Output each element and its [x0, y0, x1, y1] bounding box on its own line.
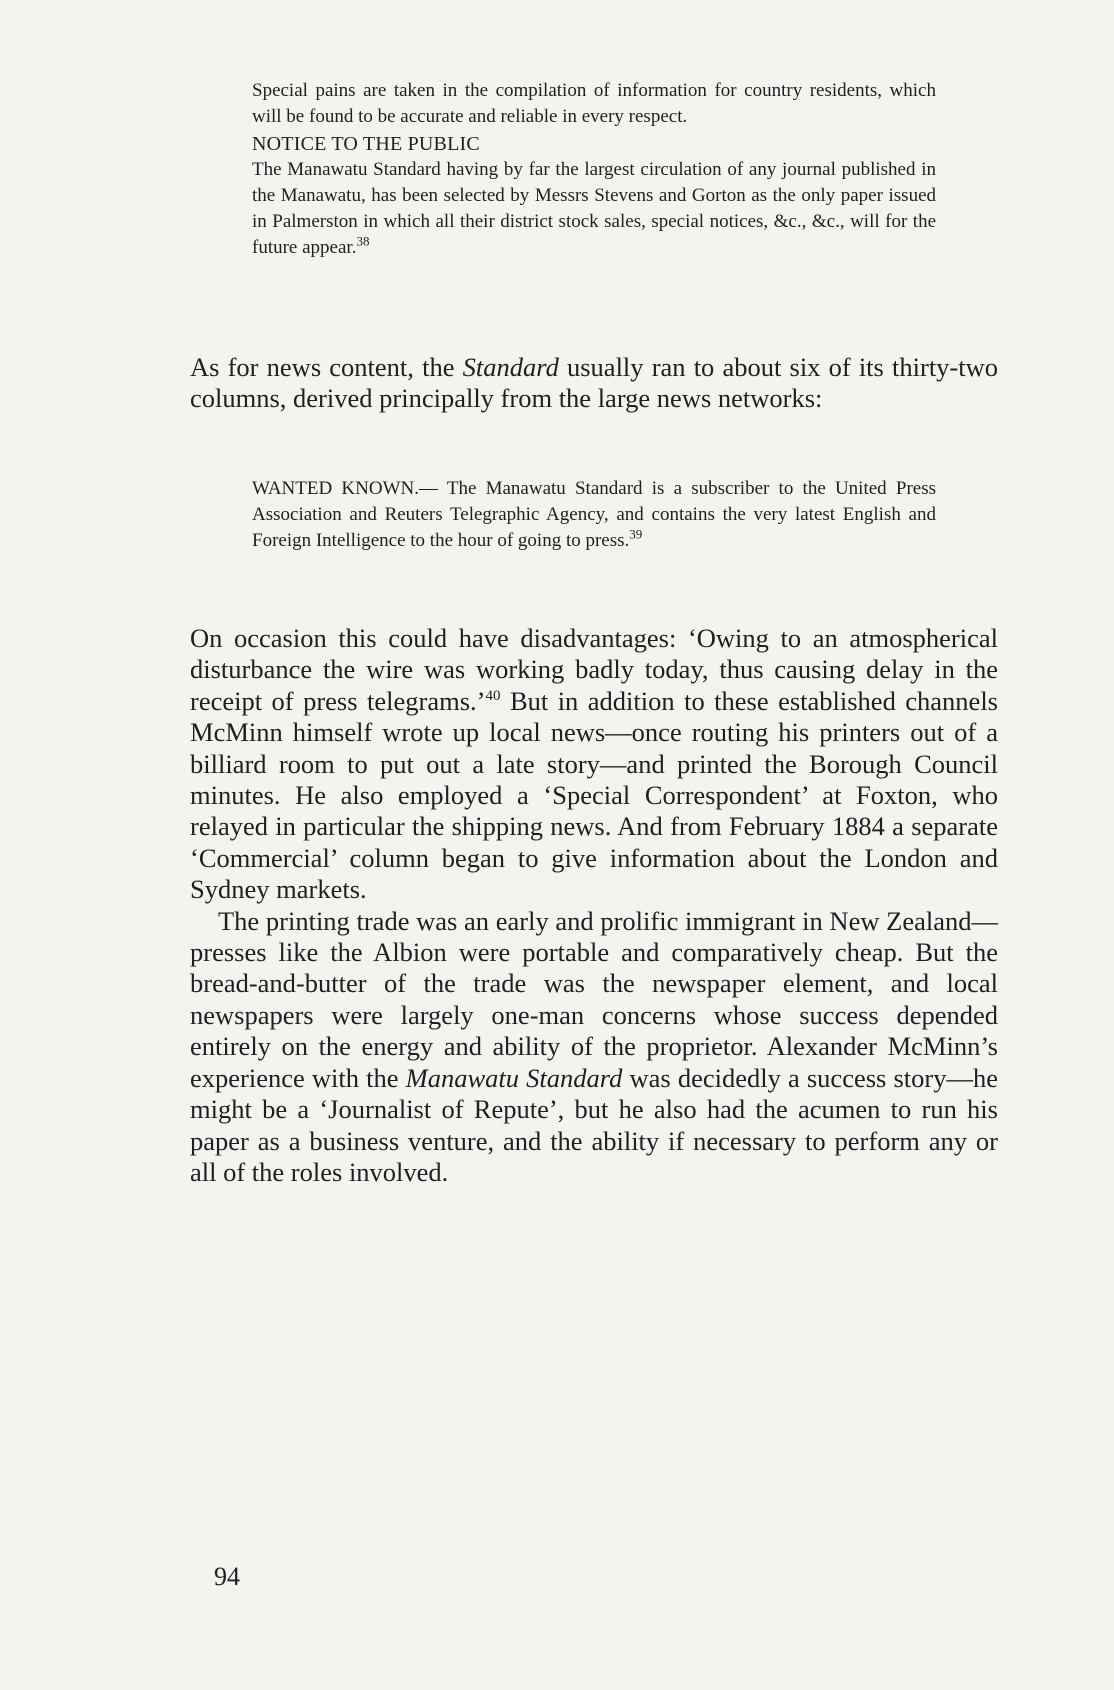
block-quote-wanted-known — [252, 476, 936, 554]
footnote-marker-39: 39 — [629, 526, 643, 542]
quote-body-text: WANTED KNOWN.— The Manawatu Standard is a subscriber to the United Press Association and Reuters Telegraphic Agency, and contains the very latest English and Foreign Intelligence to the hour of going to press. — [252, 478, 936, 551]
newspaper-title: Standard — [462, 352, 559, 382]
quote-heading: NOTICE TO THE PUBLIC — [252, 133, 480, 155]
quote-body — [252, 157, 936, 261]
footnote-marker-40: 40 — [485, 687, 501, 704]
paragraphs-main — [190, 623, 998, 1188]
quote-body-text: The Manawatu Standard having by far the largest circulation of any journal published in the Manawatu, has been selected by Messrs Stevens and Gorton as the only paper issued in Palmerston in which all their district stock sales, special notices, &c., &c., will for the future appear. — [252, 159, 936, 258]
newspaper-title: Manawatu Standard — [405, 1062, 623, 1093]
quote-body — [252, 476, 936, 554]
paragraph — [190, 906, 998, 1189]
paragraph — [190, 352, 998, 415]
paragraph-text: As for news content, the — [190, 352, 463, 382]
paragraph-text: usually ran to about six of its thirty-two columns, derived principally from the large news networks: — [190, 352, 999, 414]
paragraph-text: was decidedly a success story—he might be a ‘Journalist of Repute’, but he also had the acumen to run his paper as a business venture, and the ability if necessary to perform any or all of the roles involved. — [190, 1062, 998, 1187]
footnote-marker-38: 38 — [356, 233, 370, 249]
block-quote-notice — [252, 78, 936, 261]
paragraph — [190, 623, 998, 906]
paragraph-text: On occasion this could have disadvantages: ‘Owing to an atmospherical disturbance the wire was working badly today, thus causing delay in the receipt of press telegrams.’ — [190, 623, 998, 716]
paragraph-news-content — [190, 352, 998, 415]
quote-intro: Special pains are taken in the compilation of information for country residents, which will be found to be accurate and reliable in every respect. — [252, 80, 936, 127]
page-number: 94 — [214, 1562, 240, 1591]
paragraph-text: The printing trade was an early and prolific immigrant in New Zealand—presses like the Albion were portable and comparatively cheap. But the bread-and-butter of the trade was the newspaper element, and local newspapers were largely one-man concerns whose success depended entirely on the energy and ability of the proprietor. Alexander McMinn’s experience with the — [190, 905, 998, 1093]
paragraph-text: But in addition to these established channels McMinn himself wrote up local news—once routing his printers out of a billiard room to put out a late story—and printed the Borough Council minutes. He also employed a ‘Special Correspondent’ at Foxton, who relayed in particular the shipping news. And from February 1884 a separate ‘Commercial’ column began to give information about the London and Sydney markets. — [190, 685, 998, 905]
